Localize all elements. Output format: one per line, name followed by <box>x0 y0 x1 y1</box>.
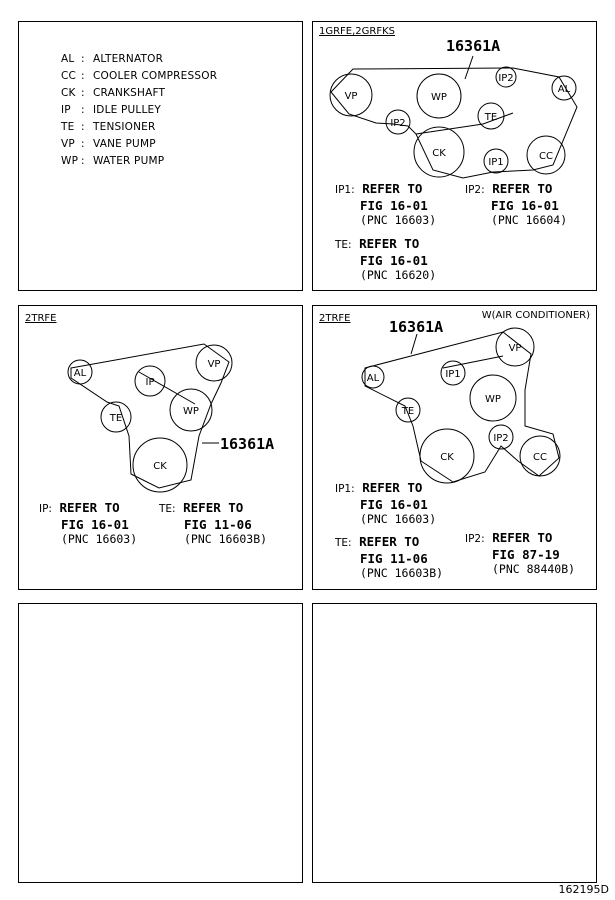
pulley-label: VP <box>207 359 221 370</box>
pulley-label: CK <box>153 461 167 472</box>
pulley-label: WP <box>183 406 199 417</box>
ref-block-ip: IP: REFER TO FIG 16-01 (PNC 16603) <box>39 500 138 546</box>
pulley-label: IP <box>145 377 155 388</box>
ref-block-te: TE: REFER TO FIG 11-06 (PNC 16603B) <box>335 534 444 580</box>
empty-panel-left <box>18 603 303 883</box>
figure-id: 162195D <box>558 883 609 896</box>
legend-row-vp: VP : VANE PUMP <box>61 138 156 150</box>
diagram-title: 1GRFE,2GRFKS <box>319 26 396 37</box>
pulley-label: TE <box>109 413 123 424</box>
ref-block-ip2: IP2: REFER TO FIG 16-01 (PNC 16604) <box>465 181 568 227</box>
pulley-label: IP2 <box>498 73 514 84</box>
pulley-label: AL <box>366 373 380 384</box>
legend-row-cc: CC : COOLER COMPRESSOR <box>61 70 218 82</box>
diagram-title: 2TRFE <box>25 313 57 324</box>
part-number-label: 16361A <box>446 37 501 55</box>
pulley-label: AL <box>73 368 87 379</box>
ref-block-ip1: IP1: REFER TO FIG 16-01 (PNC 16603) <box>335 181 437 227</box>
pulley-label: IP1 <box>488 157 504 168</box>
ref-block-te: TE: REFER TO FIG 16-01 (PNC 16620) <box>335 236 437 282</box>
legend-row-ck: CK : CRANKSHAFT <box>61 87 166 99</box>
legend-row-ip: IP : IDLE PULLEY <box>61 104 161 116</box>
pulley-label: CC <box>533 452 547 463</box>
ref-block-te: TE: REFER TO FIG 11-06 (PNC 16603B) <box>159 500 268 546</box>
pulley-label: IP2 <box>390 118 406 129</box>
pulley-label: CC <box>539 151 553 162</box>
ref-block-ip2: IP2: REFER TO FIG 87-19 (PNC 88440B) <box>465 530 576 576</box>
pulley-label: IP1 <box>445 369 461 380</box>
pulley-label: TE <box>484 112 498 123</box>
leader-line <box>465 56 473 79</box>
pulley-label: AL <box>557 84 571 95</box>
part-number-label: 16361A <box>220 435 275 453</box>
ref-block-ip1: IP1: REFER TO FIG 16-01 (PNC 16603) <box>335 480 437 526</box>
legend-row-al: AL : ALTERNATOR <box>61 53 164 65</box>
empty-panel-right <box>312 603 597 883</box>
pulley-label: WP <box>431 92 447 103</box>
pulley-label: IP2 <box>493 433 509 444</box>
belt-inner-run <box>443 356 503 368</box>
pulley-label: WP <box>485 394 501 405</box>
pulley-label: CK <box>432 148 446 159</box>
legend-row-te: TE : TENSIONER <box>61 121 156 133</box>
belt-diagram-2trfe-ac <box>312 305 597 590</box>
diagram-title: 2TRFE <box>319 313 351 324</box>
leader-line <box>411 334 417 354</box>
belt-diagram-1grfe <box>312 21 597 291</box>
serpentine-belt <box>365 332 559 482</box>
pulley-label: VP <box>508 343 522 354</box>
pulley-label: TE <box>401 406 415 417</box>
legend-row-wp: WP : WATER PUMP <box>61 155 165 167</box>
pulley-label: VP <box>344 91 358 102</box>
variant-note: W(AIR CONDITIONER) <box>481 310 590 321</box>
belt-diagram-2trfe <box>18 305 303 590</box>
pulley-label: CK <box>440 452 454 463</box>
legend-panel <box>18 21 303 291</box>
part-number-label: 16361A <box>389 318 444 336</box>
